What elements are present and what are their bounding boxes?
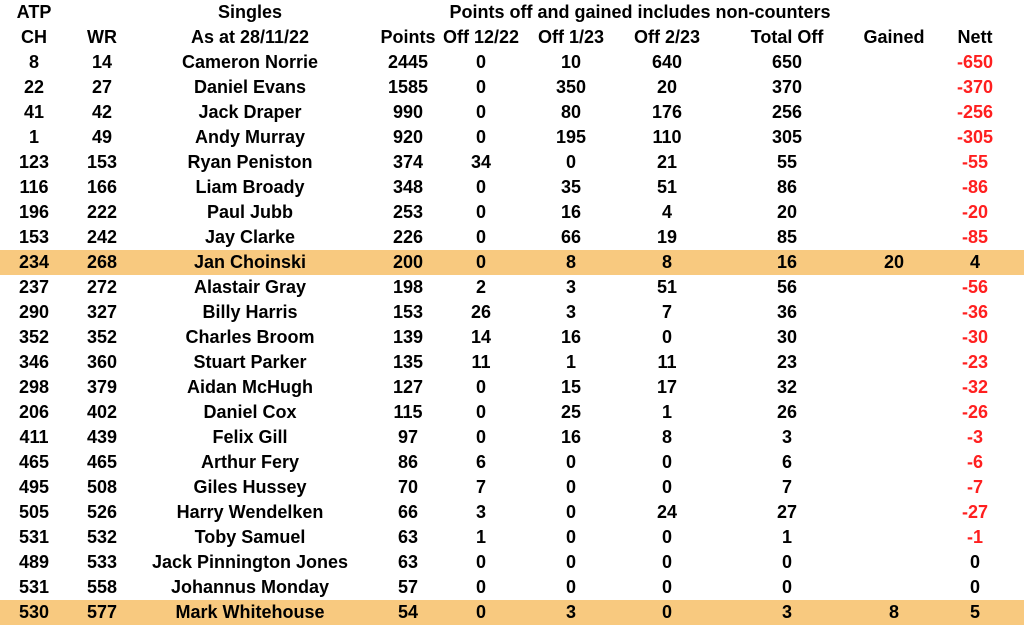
cell-nett: -56 (961, 277, 988, 297)
cell-total-off: 3 (781, 427, 792, 447)
cell-wr: 508 (86, 477, 118, 497)
table-row (0, 550, 1024, 575)
table-row (0, 75, 1024, 100)
header-wr: WR (87, 27, 117, 47)
cell-off-2-23: 0 (661, 527, 672, 547)
cell-player-name: Ryan Peniston (187, 152, 313, 172)
cell-total-off: 256 (771, 102, 803, 122)
cell-off-2-23: 1 (661, 402, 672, 422)
cell-total-off: 56 (776, 277, 798, 297)
table-row (0, 475, 1024, 500)
cell-player-name: Jack Pinnington Jones (151, 552, 349, 572)
header-nett: Nett (957, 27, 993, 47)
cell-off-2-23: 640 (651, 52, 683, 72)
cell-off-1-23: 15 (560, 377, 582, 397)
cell-gained (858, 525, 930, 550)
cell-points: 1585 (387, 77, 429, 97)
cell-player-name: Johannus Monday (170, 577, 329, 597)
cell-wr: 268 (86, 252, 118, 272)
cell-off-2-23: 176 (651, 102, 683, 122)
cell-points: 348 (392, 177, 424, 197)
cell-off-12-22: 1 (475, 527, 486, 547)
cell-player-name: Daniel Evans (193, 77, 307, 97)
cell-off-12-22: 0 (475, 77, 486, 97)
cell-ch: 352 (18, 327, 50, 347)
cell-nett: -86 (961, 177, 988, 197)
cell-ch: 1 (28, 127, 39, 147)
cell-gained (858, 75, 930, 100)
cell-off-1-23: 0 (565, 452, 576, 472)
cell-off-2-23: 7 (661, 302, 672, 322)
cell-nett: -3 (966, 427, 983, 447)
cell-points: 63 (397, 552, 419, 572)
cell-total-off: 27 (776, 502, 798, 522)
cell-off-2-23: 0 (661, 552, 672, 572)
table-row (0, 175, 1024, 200)
cell-wr: 14 (91, 52, 113, 72)
cell-player-name: Charles Broom (185, 327, 315, 347)
header-note: Points off and gained includes non-counters (449, 2, 831, 22)
cell-off-1-23: 3 (565, 277, 576, 297)
cell-points: 2445 (387, 52, 429, 72)
cell-wr: 153 (86, 152, 118, 172)
cell-gained (858, 50, 930, 75)
cell-points: 200 (392, 252, 424, 272)
cell-off-1-23: 16 (560, 427, 582, 447)
cell-off-2-23: 19 (656, 227, 678, 247)
cell-points: 198 (392, 277, 424, 297)
cell-ch: 290 (18, 302, 50, 322)
cell-gained (858, 550, 930, 575)
cell-nett: -7 (966, 477, 983, 497)
cell-player-name: Liam Broady (195, 177, 305, 197)
cell-gained: 20 (883, 252, 905, 272)
cell-gained (858, 425, 930, 450)
table-row (0, 425, 1024, 450)
header-atp: ATP (16, 2, 52, 22)
cell-total-off: 7 (781, 477, 792, 497)
cell-gained (858, 200, 930, 225)
header-as-at: As at 28/11/22 (190, 27, 310, 47)
cell-player-name: Jay Clarke (204, 227, 296, 247)
cell-player-name: Cameron Norrie (181, 52, 319, 72)
table-row (0, 200, 1024, 225)
cell-off-1-23: 350 (555, 77, 587, 97)
cell-off-1-23: 16 (560, 202, 582, 222)
cell-total-off: 23 (776, 352, 798, 372)
table-row (0, 125, 1024, 150)
cell-nett: -36 (961, 302, 988, 322)
cell-off-12-22: 14 (470, 327, 492, 347)
cell-off-12-22: 26 (470, 302, 492, 322)
cell-off-1-23: 3 (565, 602, 576, 622)
cell-total-off: 86 (776, 177, 798, 197)
table-row (0, 500, 1024, 525)
cell-off-12-22: 0 (475, 427, 486, 447)
cell-off-1-23: 0 (565, 502, 576, 522)
cell-ch: 465 (18, 452, 50, 472)
cell-nett: -30 (961, 327, 988, 347)
cell-wr: 242 (86, 227, 118, 247)
cell-points: 70 (397, 477, 419, 497)
cell-total-off: 0 (781, 577, 792, 597)
cell-off-2-23: 110 (652, 127, 682, 147)
cell-ch: 8 (28, 52, 39, 72)
cell-off-2-23: 21 (656, 152, 678, 172)
cell-off-1-23: 10 (560, 52, 582, 72)
cell-gained (858, 575, 930, 600)
cell-wr: 360 (86, 352, 118, 372)
cell-off-2-23: 51 (656, 177, 678, 197)
cell-nett: 5 (969, 602, 980, 622)
table-row (0, 575, 1024, 600)
cell-wr: 352 (86, 327, 118, 347)
cell-total-off: 6 (781, 452, 792, 472)
cell-player-name: Daniel Cox (203, 402, 297, 422)
cell-gained (858, 475, 930, 500)
cell-total-off: 32 (776, 377, 798, 397)
table-row (0, 50, 1024, 75)
cell-off-12-22: 0 (475, 602, 486, 622)
cell-off-2-23: 4 (661, 202, 672, 222)
cell-gained (858, 125, 930, 150)
header-points: Points (380, 27, 436, 47)
cell-ch: 489 (18, 552, 50, 572)
cell-ch: 153 (18, 227, 50, 247)
cell-nett: 4 (969, 252, 980, 272)
header-total-off: Total Off (750, 27, 824, 47)
cell-total-off: 20 (776, 202, 798, 222)
cell-nett: 0 (969, 577, 980, 597)
cell-gained (858, 500, 930, 525)
cell-off-2-23: 11 (657, 352, 677, 372)
cell-total-off: 650 (771, 52, 803, 72)
header-off-12-22: Off 12/22 (442, 27, 520, 47)
table-row (0, 275, 1024, 300)
cell-ch: 531 (18, 527, 50, 547)
table-row (0, 300, 1024, 325)
cell-off-12-22: 34 (470, 152, 492, 172)
header-ch: CH (21, 27, 47, 47)
cell-ch: 116 (19, 177, 49, 197)
cell-ch: 41 (23, 102, 45, 122)
cell-off-1-23: 0 (565, 527, 576, 547)
table-row (0, 150, 1024, 175)
cell-wr: 27 (91, 77, 113, 97)
cell-off-2-23: 0 (661, 477, 672, 497)
cell-gained (858, 350, 930, 375)
cell-ch: 411 (19, 427, 49, 447)
cell-off-1-23: 8 (565, 252, 576, 272)
cell-wr: 49 (91, 127, 113, 147)
cell-nett: -6 (966, 452, 983, 472)
cell-nett: -55 (961, 152, 988, 172)
cell-points: 127 (392, 377, 424, 397)
cell-off-1-23: 1 (565, 352, 576, 372)
table-body (0, 50, 1024, 625)
cell-ch: 234 (18, 252, 50, 272)
cell-ch: 22 (23, 77, 45, 97)
cell-total-off: 36 (776, 302, 798, 322)
cell-total-off: 0 (781, 552, 792, 572)
cell-points: 253 (392, 202, 424, 222)
cell-points: 57 (397, 577, 419, 597)
cell-total-off: 16 (776, 252, 798, 272)
cell-off-12-22: 0 (475, 252, 486, 272)
cell-wr: 532 (86, 527, 118, 547)
cell-total-off: 3 (781, 602, 792, 622)
cell-off-2-23: 24 (656, 502, 678, 522)
cell-off-2-23: 0 (661, 577, 672, 597)
cell-points: 54 (397, 602, 419, 622)
cell-nett: -85 (961, 227, 988, 247)
cell-wr: 558 (86, 577, 118, 597)
cell-off-2-23: 20 (656, 77, 678, 97)
cell-points: 63 (397, 527, 419, 547)
cell-wr: 379 (86, 377, 118, 397)
cell-off-12-22: 2 (475, 277, 486, 297)
cell-off-12-22: 0 (475, 102, 486, 122)
cell-ch: 505 (18, 502, 50, 522)
cell-points: 115 (393, 402, 423, 422)
cell-player-name: Mark Whitehouse (175, 602, 325, 622)
cell-nett: -27 (961, 502, 988, 522)
cell-total-off: 30 (776, 327, 798, 347)
cell-ch: 196 (18, 202, 50, 222)
cell-player-name: Alastair Gray (193, 277, 307, 297)
cell-ch: 123 (18, 152, 50, 172)
cell-gained (858, 225, 930, 250)
cell-gained (858, 300, 930, 325)
cell-off-2-23: 0 (661, 452, 672, 472)
cell-nett: -20 (961, 202, 988, 222)
cell-gained (858, 325, 930, 350)
cell-points: 990 (392, 102, 424, 122)
cell-player-name: Jack Draper (198, 102, 302, 122)
table-row (0, 325, 1024, 350)
cell-nett: -23 (961, 352, 988, 372)
table-row (0, 250, 1024, 275)
cell-total-off: 26 (776, 402, 798, 422)
cell-off-2-23: 0 (661, 327, 672, 347)
cell-gained: 8 (888, 602, 899, 622)
cell-off-12-22: 0 (475, 177, 486, 197)
cell-off-12-22: 0 (475, 227, 486, 247)
header-gained: Gained (863, 27, 925, 47)
cell-points: 226 (392, 227, 424, 247)
header-row-1 (0, 0, 1024, 25)
cell-ch: 237 (18, 277, 50, 297)
cell-points: 97 (397, 427, 419, 447)
cell-off-12-22: 6 (475, 452, 486, 472)
cell-ch: 346 (18, 352, 50, 372)
cell-off-1-23: 3 (565, 302, 576, 322)
header-off-2-23: Off 2/23 (633, 27, 701, 47)
table-row (0, 350, 1024, 375)
cell-total-off: 370 (771, 77, 803, 97)
cell-off-12-22: 0 (475, 52, 486, 72)
cell-wr: 222 (86, 202, 118, 222)
cell-off-1-23: 25 (560, 402, 582, 422)
cell-player-name: Paul Jubb (206, 202, 293, 222)
cell-points: 374 (392, 152, 424, 172)
cell-off-12-22: 0 (475, 402, 486, 422)
cell-player-name: Andy Murray (194, 127, 306, 147)
cell-off-12-22: 0 (475, 552, 486, 572)
cell-off-1-23: 35 (560, 177, 582, 197)
cell-gained (858, 375, 930, 400)
cell-gained (858, 100, 930, 125)
cell-off-12-22: 0 (475, 127, 486, 147)
cell-off-1-23: 80 (560, 102, 582, 122)
cell-total-off: 55 (776, 152, 798, 172)
cell-player-name: Felix Gill (212, 427, 288, 447)
cell-player-name: Aidan McHugh (187, 377, 313, 397)
table-row (0, 600, 1024, 625)
cell-points: 135 (392, 352, 424, 372)
cell-ch: 298 (18, 377, 50, 397)
cell-ch: 530 (18, 602, 50, 622)
cell-nett: -650 (956, 52, 994, 72)
cell-player-name: Stuart Parker (193, 352, 307, 372)
cell-points: 153 (392, 302, 424, 322)
cell-off-1-23: 16 (560, 327, 582, 347)
cell-player-name: Toby Samuel (194, 527, 306, 547)
header-singles: Singles (217, 2, 283, 22)
table-row (0, 525, 1024, 550)
cell-nett: -26 (961, 402, 988, 422)
cell-wr: 577 (86, 602, 118, 622)
header-row-2 (0, 25, 1024, 50)
cell-ch: 531 (18, 577, 50, 597)
cell-off-2-23: 8 (661, 427, 672, 447)
cell-wr: 533 (86, 552, 118, 572)
cell-points: 86 (397, 452, 419, 472)
cell-points: 139 (392, 327, 424, 347)
cell-wr: 327 (86, 302, 118, 322)
cell-gained (858, 275, 930, 300)
cell-ch: 206 (18, 402, 50, 422)
cell-gained (858, 150, 930, 175)
cell-nett: -1 (966, 527, 983, 547)
cell-off-1-23: 0 (565, 152, 576, 172)
cell-off-2-23: 8 (661, 252, 672, 272)
header-off-1-23: Off 1/23 (537, 27, 605, 47)
cell-nett: -370 (956, 77, 994, 97)
cell-wr: 272 (86, 277, 118, 297)
cell-player-name: Harry Wendelken (176, 502, 324, 522)
table-row (0, 450, 1024, 475)
cell-off-12-22: 0 (475, 577, 486, 597)
table-row (0, 100, 1024, 125)
cell-ch: 495 (18, 477, 50, 497)
table-row (0, 400, 1024, 425)
cell-off-1-23: 0 (565, 552, 576, 572)
cell-player-name: Jan Choinski (193, 252, 307, 272)
cell-wr: 166 (86, 177, 118, 197)
cell-player-name: Billy Harris (202, 302, 298, 322)
cell-off-12-22: 7 (475, 477, 486, 497)
cell-off-1-23: 195 (555, 127, 587, 147)
cell-wr: 402 (86, 402, 118, 422)
cell-wr: 465 (86, 452, 118, 472)
cell-gained (858, 175, 930, 200)
cell-gained (858, 450, 930, 475)
cell-nett: -32 (961, 377, 988, 397)
cell-nett: -256 (956, 102, 994, 122)
cell-nett: -305 (956, 127, 994, 147)
cell-wr: 526 (86, 502, 118, 522)
cell-wr: 42 (91, 102, 113, 122)
cell-total-off: 85 (776, 227, 798, 247)
cell-points: 66 (397, 502, 419, 522)
cell-off-12-22: 0 (475, 377, 486, 397)
cell-player-name: Giles Hussey (193, 477, 307, 497)
cell-off-1-23: 66 (560, 227, 582, 247)
table-row (0, 375, 1024, 400)
cell-off-1-23: 0 (565, 477, 576, 497)
cell-off-2-23: 0 (661, 602, 672, 622)
cell-gained (858, 400, 930, 425)
cell-off-12-22: 11 (471, 352, 491, 372)
cell-wr: 439 (86, 427, 118, 447)
cell-nett: 0 (969, 552, 980, 572)
cell-off-2-23: 51 (656, 277, 678, 297)
cell-off-12-22: 0 (475, 202, 486, 222)
cell-total-off: 305 (771, 127, 803, 147)
cell-off-1-23: 0 (565, 577, 576, 597)
cell-total-off: 1 (781, 527, 792, 547)
table-row (0, 225, 1024, 250)
cell-points: 920 (392, 127, 424, 147)
cell-player-name: Arthur Fery (200, 452, 299, 472)
cell-off-2-23: 17 (656, 377, 678, 397)
cell-off-12-22: 3 (475, 502, 486, 522)
